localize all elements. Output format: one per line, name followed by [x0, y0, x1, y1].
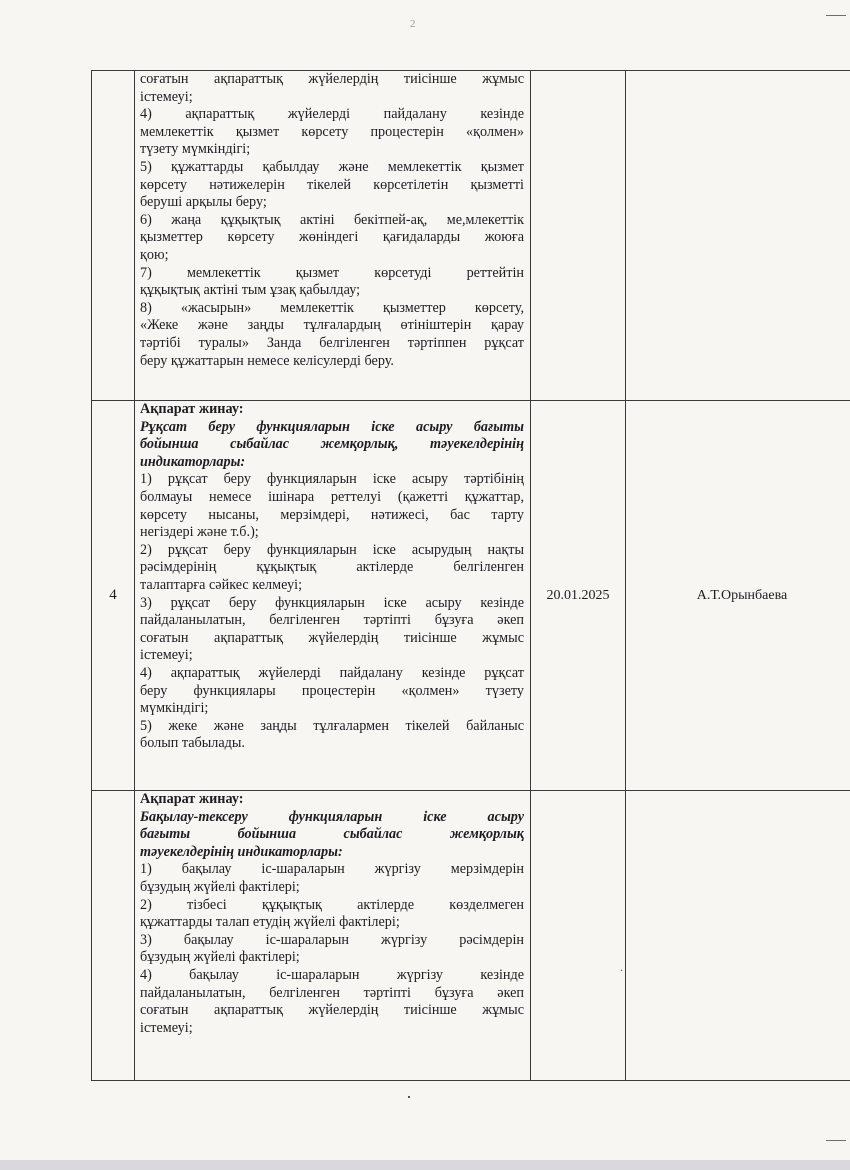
- description-cell: [135, 71, 531, 401]
- text-line: негіздері және т.б.);: [140, 524, 259, 541]
- text-line: түзету мүмкіндігі;: [140, 141, 251, 158]
- row-number-cell: [92, 71, 135, 401]
- text-line: соғатын ақпараттық жүйелердің тиісінше жұмыс: [140, 1002, 524, 1019]
- text-line: тәртібі туралы» Занда белгіленген тәртіппен рұқсат: [140, 334, 524, 351]
- stray-mark: .: [620, 960, 623, 974]
- action-plan-table: [91, 70, 850, 1081]
- text-line: мүмкіндігі;: [140, 700, 209, 717]
- text-line: бұзудың жүйелі фактілері;: [140, 878, 300, 895]
- text-line: 1) бақылау іс-шараларын жүргізу мерзімдерін: [140, 861, 524, 878]
- text-line: соғатын ақпараттық жүйелердің тиісінше жұмыс: [140, 629, 524, 646]
- text-line: көрсету нәтижелерін тікелей көрсетілетін қызметті: [140, 176, 524, 193]
- responsible-cell: [626, 71, 850, 401]
- text-line: «Жеке және заңды тұлғалардың өтініштерін қарау: [140, 317, 524, 334]
- table-row: [92, 791, 850, 1081]
- text-line: қою;: [140, 246, 169, 263]
- text-line: 5) жеке және заңды тұлғалармен тікелей байланыс: [140, 717, 524, 734]
- table-row: [92, 401, 850, 791]
- text-line: 3) рұқсат беру функцияларын іске асыру кезінде: [140, 594, 524, 611]
- text-line: соғатын ақпараттық жүйелердің тиісінше жұмыс: [140, 71, 524, 87]
- text-line: пайдаланылатын, белгіленген тәртіпті бұзуға әкеп: [140, 612, 524, 629]
- text-line: 5) құжаттарды қабылдау және мемлекеттік қызмет: [140, 158, 524, 175]
- text-line: 8) «жасырын» мемлекеттік қызметтер көрсету,: [140, 299, 524, 316]
- text-line: 1) рұқсат беру функцияларын іске асыру тәртібінің: [140, 471, 524, 488]
- stray-mark: [408, 1096, 410, 1098]
- text-line: мемлекеттік қызмет көрсету процестерін «қолмен»: [140, 123, 524, 140]
- row-number-cell: [92, 791, 135, 1081]
- text-line: бұзудың жүйелі фактілері;: [140, 949, 300, 966]
- deadline-cell: [531, 71, 626, 401]
- scan-edge-mark: [826, 15, 846, 16]
- text-line: 6) жаңа құқықтық актіні бекітпей-ақ, ме,млекеттік: [140, 211, 524, 228]
- text-line: бағыты бойынша сыбайлас жемқорлық: [140, 826, 524, 843]
- text-line: беруші арқылы беру;: [140, 194, 267, 211]
- text-line: 2) тізбесі құқықтық актілерде көзделмеген: [140, 896, 524, 913]
- text-line: қызметтер көрсету жөніндегі қағидаларды жоюға: [140, 229, 524, 246]
- text-line: беру функциялары процестерін «қолмен» түзету: [140, 682, 524, 699]
- text-line: Ақпарат жинау:: [140, 401, 244, 417]
- text-line: бойынша сыбайлас жемқорлық, тәуекелдерінің: [140, 436, 524, 453]
- deadline-cell: 20.01.2025: [531, 401, 626, 791]
- scan-edge-mark: [826, 1140, 846, 1141]
- text-line: 4) бақылау іс-шараларын жүргізу кезінде: [140, 966, 524, 983]
- text-line: 4) ақпараттық жүйелерді пайдалану кезінде рұқсат: [140, 664, 524, 681]
- text-line: көрсету нысаны, мерзімдері, нәтижесі, бас тарту: [140, 506, 524, 523]
- text-line: 7) мемлекеттік қызмет көрсетуді реттейтін: [140, 264, 524, 281]
- text-line: рәсімдерінің құқықтық актілерде белгіленген: [140, 559, 524, 576]
- text-line: индикаторлары:: [140, 453, 246, 470]
- text-line: Рұқсат беру функцияларын іске асыру бағыты: [140, 418, 524, 435]
- text-line: 4) ақпараттық жүйелерді пайдалану кезінде: [140, 106, 524, 123]
- description-cell: [135, 401, 531, 791]
- text-line: істемеуі;: [140, 647, 193, 664]
- text-line: 2) рұқсат беру функцияларын іске асырудың нақты: [140, 541, 524, 558]
- text-line: беру құжаттарын немесе келісулерді беру.: [140, 352, 394, 369]
- text-line: 3) бақылау іс-шараларын жүргізу рәсімдерін: [140, 931, 524, 948]
- text-line: пайдаланылатын, белгіленген тәртіпті бұзуға әкеп: [140, 984, 524, 1001]
- text-line: Бақылау-тексеру функцияларын іске асыру: [140, 808, 524, 825]
- row-number-cell: 4: [92, 401, 135, 791]
- deadline-cell: [531, 791, 626, 1081]
- table-row: [92, 71, 850, 401]
- description-cell: [135, 791, 531, 1081]
- page-number: 2: [410, 18, 416, 30]
- text-line: болмауы немесе ішінара реттелуі (қажетті құжаттар,: [140, 488, 524, 505]
- text-line: болып табылады.: [140, 735, 245, 752]
- scan-bottom-edge: [0, 1160, 850, 1170]
- responsible-cell: [626, 791, 850, 1081]
- text-line: құжаттарды талап етудің жүйелі фактілері;: [140, 914, 400, 931]
- text-line: құқықтық актіні тым ұзақ қабылдау;: [140, 282, 361, 299]
- text-line: істемеуі;: [140, 1019, 193, 1036]
- text-line: тәуекелдерінің индикаторлары:: [140, 843, 343, 860]
- responsible-cell: А.Т.Орынбаева: [626, 401, 850, 791]
- text-line: Ақпарат жинау:: [140, 791, 244, 807]
- text-line: істемеуі;: [140, 88, 193, 105]
- text-line: талаптарға сәйкес келмеуі;: [140, 576, 303, 593]
